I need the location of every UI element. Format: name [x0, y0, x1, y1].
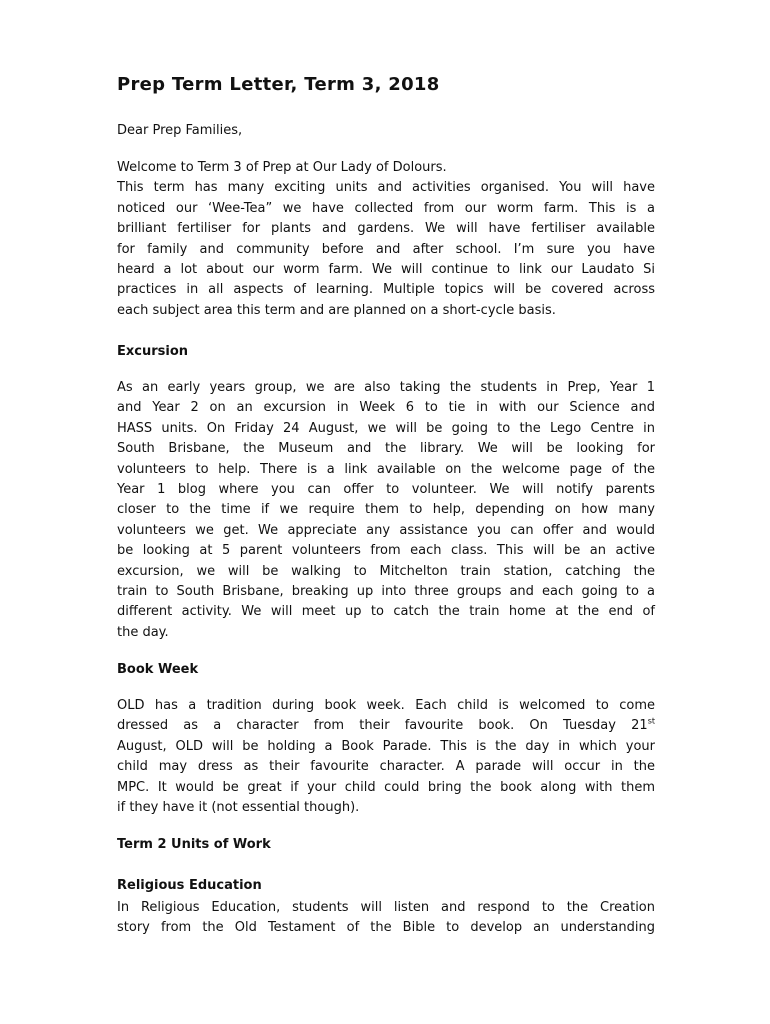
book-week-paragraph	[117, 696, 655, 818]
excursion-line: Year 1 blog where you can offer to volunteer. We will notify parents	[117, 481, 655, 497]
excursion-line: volunteers to help. There is a link available on the welcome page of the	[117, 461, 655, 477]
excursion-line: volunteers we get. We appreciate any assistance you can offer and would	[117, 522, 655, 538]
intro-line: This term has many exciting units and activities organised. You will have	[117, 180, 655, 196]
excursion-line: different activity. We will meet up to catch the train home at the end of	[117, 604, 655, 620]
excursion-line: train to South Brisbane, breaking up into three groups and each going to a	[117, 583, 655, 599]
excursion-line: As an early years group, we are also taking the students in Prep, Year 1	[117, 380, 655, 395]
excursion-line: be looking at 5 parent volunteers from each class. This will be an active	[117, 543, 655, 559]
intro-line: heard a lot about our worm farm. We will continue to link our Laudato Si	[117, 261, 655, 277]
excursion-line: HASS units. On Friday 24 August, we will be going to the Lego Centre in	[117, 420, 655, 436]
date-suffix: st	[647, 717, 655, 727]
book-week-line	[117, 716, 655, 736]
letter-title: Prep Term Letter, Term 3, 2018	[117, 74, 440, 95]
intro-line: practices in all aspects of learning. Multiple topics will be covered across	[117, 282, 655, 298]
religious-education-heading: Religious Education	[117, 878, 262, 893]
book-week-line-text: dressed as a character from their favourite book. On Tuesday 21	[117, 718, 648, 734]
book-week-heading: Book Week	[117, 662, 199, 677]
excursion-paragraph	[117, 378, 655, 643]
intro-line: for family and community before and after school. I’m sure you have	[117, 241, 655, 257]
excursion-line: closer to the time if we require them to help, depending on how many	[117, 502, 655, 518]
intro-line: each subject area this term and are planned on a short-cycle basis.	[117, 302, 556, 318]
excursion-line: and Year 2 on an excursion in Week 6 to tie in with our Science and	[117, 400, 655, 416]
book-week-line: August, OLD will be holding a Book Parade. This is the day in which your	[117, 738, 655, 754]
excursion-heading: Excursion	[117, 344, 189, 359]
book-week-line: OLD has a tradition during book week. Each child is welcomed to come	[117, 698, 655, 713]
intro-line: brilliant fertiliser for plants and gardens. We will have fertiliser available	[117, 221, 655, 237]
book-week-line: MPC. It would be great if your child could bring the book along with them	[117, 779, 655, 795]
religious-education-line: story from the Old Testament of the Bible to develop an understanding	[117, 920, 655, 936]
intro-line: noticed our ‘Wee-Tea” we have collected from our worm farm. This is a	[117, 200, 655, 216]
units-heading: Term 2 Units of Work	[117, 837, 271, 852]
intro-line: Welcome to Term 3 of Prep at Our Lady of Dolours.	[117, 160, 447, 175]
book-week-line: if they have it (not essential though).	[117, 799, 360, 815]
excursion-line: excursion, we will be walking to Mitchelton train station, catching the	[117, 563, 655, 579]
religious-education-line: In Religious Education, students will listen and respond to the Creation	[117, 900, 655, 915]
intro-paragraph	[117, 158, 655, 321]
excursion-line: the day.	[117, 624, 169, 640]
greeting: Dear Prep Families,	[117, 123, 243, 138]
excursion-line: South Brisbane, the Museum and the library. We will be looking for	[117, 441, 655, 457]
religious-education-paragraph	[117, 898, 655, 939]
book-week-line: child may dress as their favourite character. A parade will occur in the	[117, 759, 655, 775]
